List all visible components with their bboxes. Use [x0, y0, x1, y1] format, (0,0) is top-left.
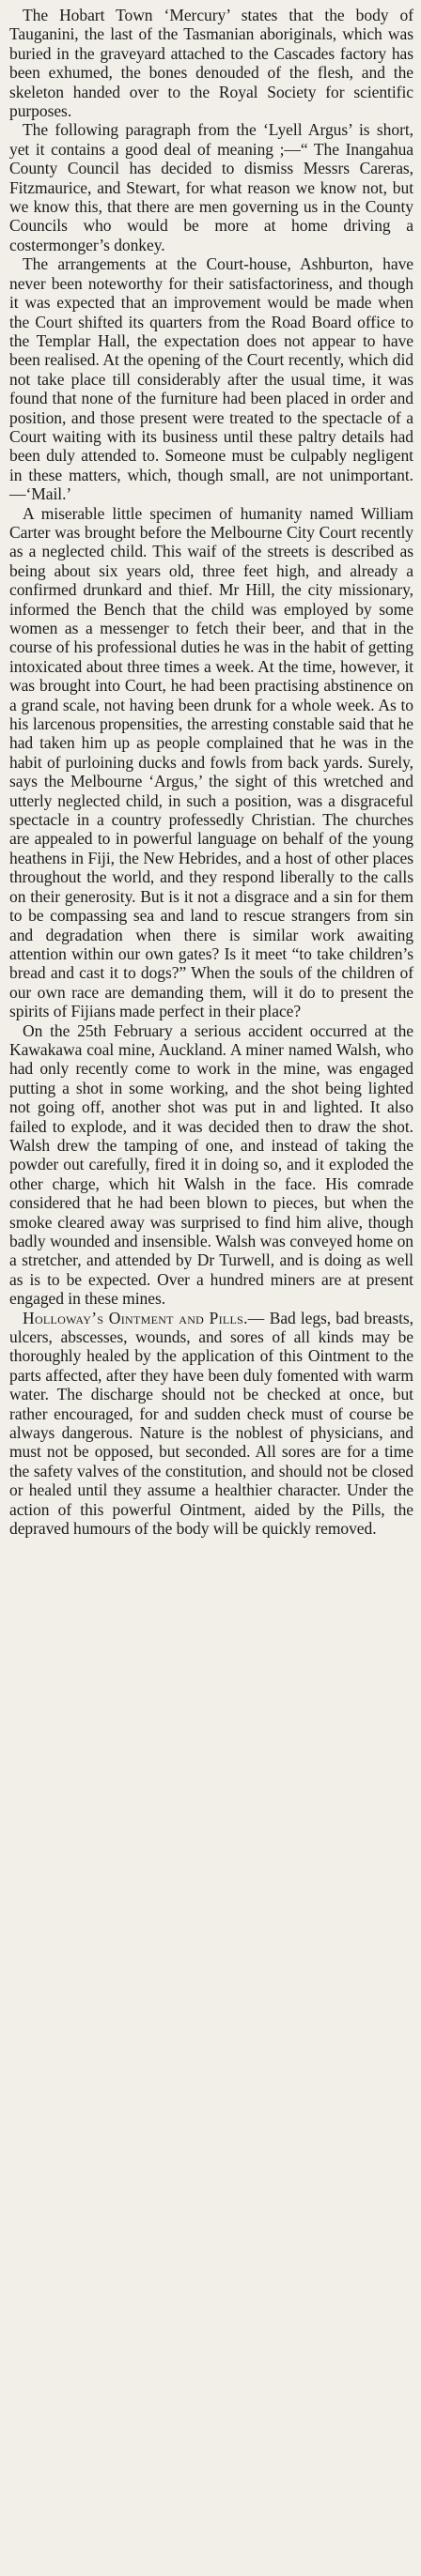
paragraph-ashburton-court: [9, 254, 413, 503]
paragraph-lyell-argus: [9, 120, 413, 254]
paragraph-text: On the 25th February a serious accident occurred at the Kawakawa coal mine, Auckland. A miner named Walsh, who had only recently come to work in the mine, was engaged putting a shot in some working, and the shot being lighted not going off, another shot was put in and lighted. It also failed to explode, and it was decided then to draw the shot. Walsh drew the tamping of one, and instead of taking the powder out carefully, fired it in doing so, and it exploded the other charge, which hit Walsh in the face. His comrade considered that he had been blown to pieces, but when the smoke cleared away was surprised to find him alive, though badly wounded and insensible. Walsh was conveyed home on a stretcher, and attended by Dr Turwell, and is doing as well as is to be expected. Over a hundred miners are at present engaged in these mines.: [9, 1020, 413, 1309]
paragraph-text: Bad legs, bad breasts, ulcers, abscesses, wounds, and sores of all kinds may be thoroughly healed by the application of this Ointment to the parts affected, after they have been duly fomented with warm water. The discharge should not be checked at once, but rather encouraged, for and sudden check must of course be always dangerous. Nature is the noblest of physicians, and must not be opposed, but seconded. All sores are for a time the safety valves of the constitution, and should not be closed or healed until they assume a healthier character. Under the action of this powerful Ointment, aided by the Pills, the depraved humours of the body will be quickly removed.: [9, 1308, 413, 1539]
paragraph-text: The following paragraph from the ‘Lyell Argus’ is short, yet it contains a good deal of meaning ;—“ The Inangahua County Council has decided to dismiss Messrs Careras, Fitzmaurice, and Stewart, for what reason we know not, but we know this, that there are men governing us in the County Councils who would be more at home driving a costermonger’s donkey.: [9, 120, 413, 254]
paragraph-text: A miserable little specimen of humanity named William Carter was brought before the Melbourne City Court recently as a neglected child. This waif of the streets is described as being about six years old, three feet high, and already a confirmed drunkard and thief. Mr Hill, the city missionary, informed the Bench that the child was employed by some women as a messenger to fetch their beer, and that in the course of his professional duties he was in the habit of getting intoxicated about three times a week. At the time, however, it was brought into Court, he had been practising abstinence on a grand scale, not having been drunk for a whole week. As to his larcenous propensities, the arresting constable said that he had taken him up as people complained that he was in the habit of purloining ducks and fowls from back yards. Surely, says the Melbourne ‘Argus,’ the sight of this wretched and utterly neglected child, in such a position, was a disgraceful spectacle in a country professedly Christian. The churches are appealed to in powerful language on behalf of the young heathens in Fiji, the New Hebrides, and a host of other places throughout the world, and they respond liberally to the calls on their generosity. But is it not a disgrace and a sin for them to be compassing sea and land to rescue strangers from sin and degradation when there is similar work awaiting attention within our own gates? Is it meet “to take children’s bread and cast it to dogs?” When the souls of the children of our own race are demanding them, will it do to present the spirits of Fijians made perfect in their place?: [9, 503, 413, 1021]
paragraph-holloway-advert: [9, 1309, 413, 1539]
paragraph-william-carter: [9, 504, 413, 1021]
paragraph-hobart-mercury: [9, 6, 413, 120]
paragraph-text: The Hobart Town ‘Mercury’ states that the body of Tauganini, the last of the Tasmanian aboriginals, which was buried in the graveyard attached to the Cascades factory has been exhumed, the bones denouded of the flesh, and the skeleton handed over to the Royal Society for scientific purposes.: [9, 6, 413, 121]
paragraph-text: The arrangements at the Court-house, Ashburton, have never been noteworthy for their satisfactoriness, and though it was expected that an improvement would be made when the Court shifted its quarters from the Road Board office to the Templar Hall, the expectation does not appear to have been realised. At the opening of the Court recently, which did not take place till considerably after the usual time, it was found that none of the furniture had been placed in order and position, and those present were treated to the spectacle of a Court waiting with its business until these paltry details had been duly attended to. Someone must be culpably negligent in these matters, which, though small, are not unimportant.—‘Mail.’: [9, 254, 413, 504]
paragraph-kawakawa-accident: [9, 1021, 413, 1309]
paragraph-heading: Holloway’s Ointment and Pills.—: [23, 1308, 265, 1327]
